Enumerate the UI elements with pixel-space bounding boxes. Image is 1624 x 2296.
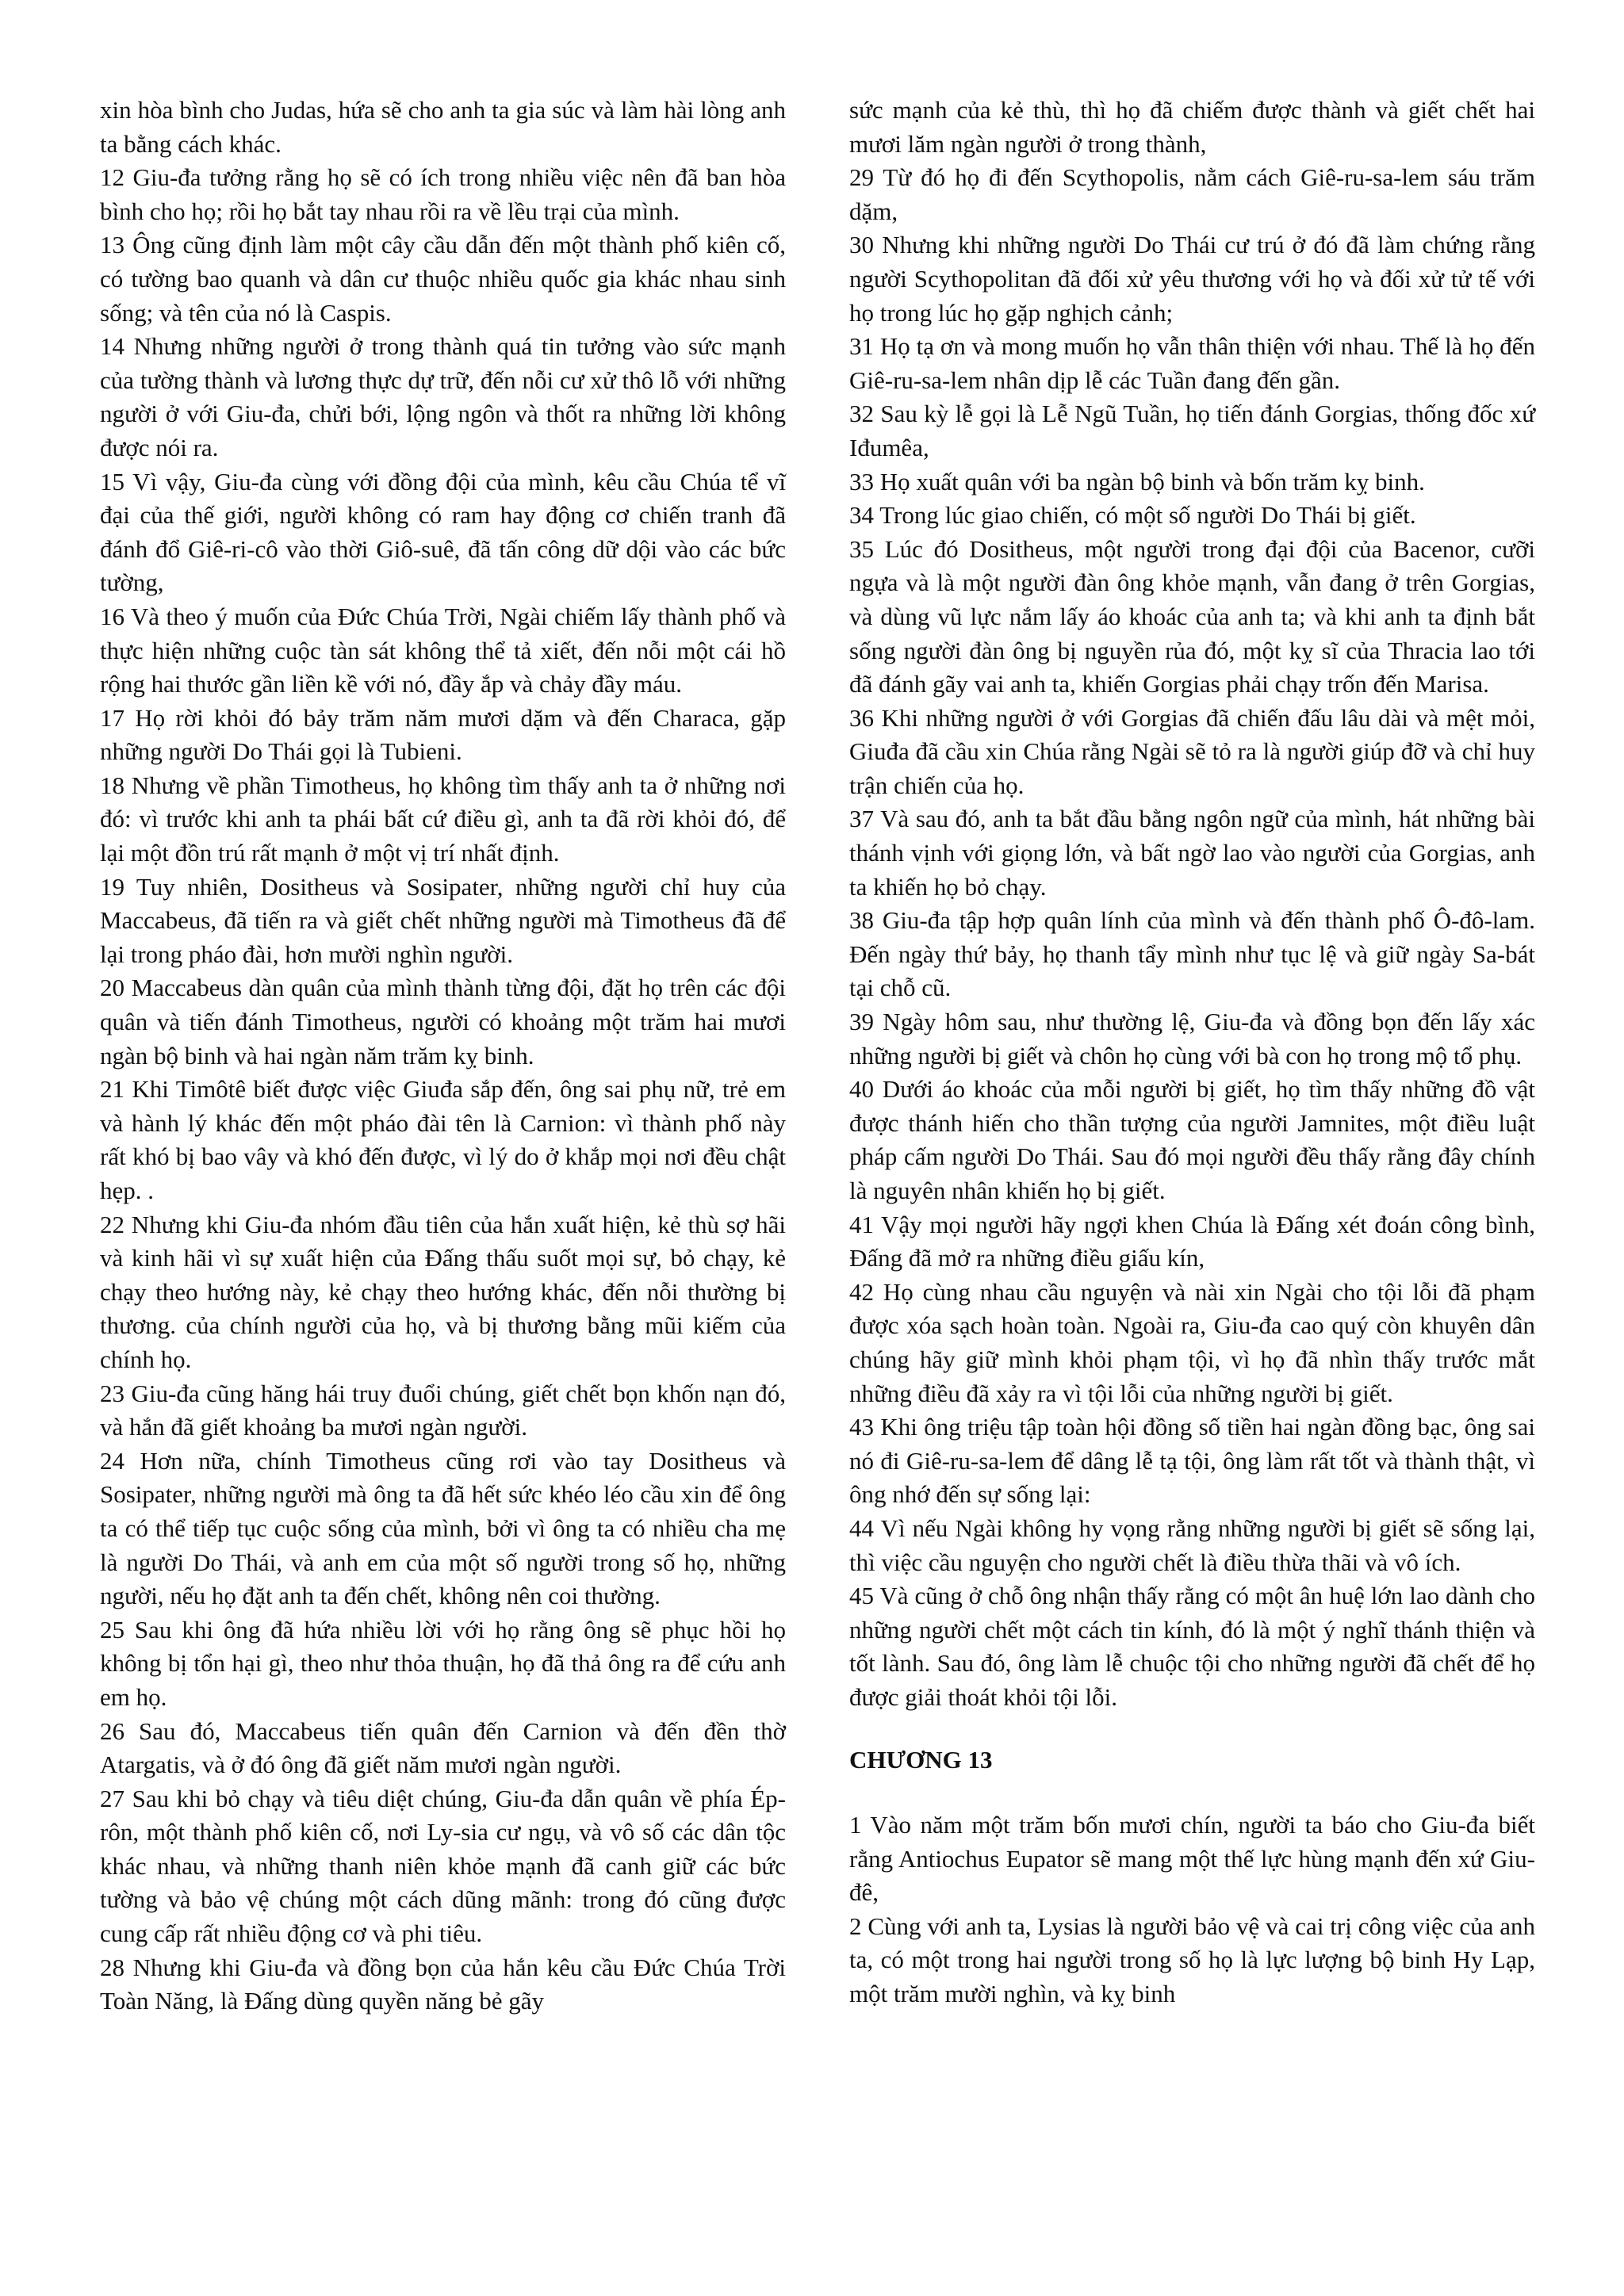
verse-33: 33 Họ xuất quân với ba ngàn bộ binh và bốn trăm kỵ binh.	[849, 467, 1425, 496]
verse-40: 40 Dưới áo khoác của mỗi người bị giết, họ tìm thấy những đồ vật được thánh hiến cho thần tượng của người Jamnites, một điều luật pháp cấm người Do Thái. Sau đó mọi người đều thấy rằng đây chính là nguyên nhân khiến họ bị giết.	[849, 1075, 1535, 1204]
verse-18: 18 Nhưng về phần Timotheus, họ không tìm thấy anh ta ở những nơi đó: vì trước khi anh ta phái bất cứ điều gì, anh ta đã rời khỏi đó, để lại một đồn trú rất mạnh ở một vị trí nhất định.	[100, 771, 786, 867]
verse-41: 41 Vậy mọi người hãy ngợi khen Chúa là Đấng xét đoán công bình, Đấng đã mở ra những điều giấu kín,	[849, 1210, 1535, 1272]
left-text-column	[100, 94, 786, 2019]
verse-15: 15 Vì vậy, Giu-đa cùng với đồng đội của mình, kêu cầu Chúa tể vĩ đại của thế giới, người không có ram hay động cơ chiến tranh đã đánh đổ Giê-ri-cô vào thời Giô-suê, đã tấn công dữ dội vào các bức tường,	[100, 467, 786, 597]
verse-24: 24 Hơn nữa, chính Timotheus cũng rơi vào tay Dositheus và Sosipater, những người mà ông ta đã hết sức khéo léo cầu xin để ông ta có thể tiếp tục cuộc sống của mình, bởi vì ông ta có nhiều cha mẹ là người Do Thái, và anh em của một số người trong số họ, những người, nếu họ đặt anh ta đến chết, không nên coi thường.	[100, 1446, 786, 1610]
chapter-heading: CHƯƠNG 13	[849, 1745, 993, 1774]
verse-45: 45 Và cũng ở chỗ ông nhận thấy rằng có một ân huệ lớn lao dành cho những người chết một cách tin kính, đó là một ý nghĩ thánh thiện và tốt lành. Sau đó, ông làm lễ chuộc tội cho những người đã chết để họ được giải thoát khỏi tội lỗi.	[849, 1582, 1535, 1711]
verse-17: 17 Họ rời khỏi đó bảy trăm năm mươi dặm và đến Characa, gặp những người Do Thái gọi là Tubieni.	[100, 703, 786, 766]
verse-2: 2 Cùng với anh ta, Lysias là người bảo vệ và cai trị công việc của anh ta, có một trong hai người trong số họ là lực lượng bộ binh Hy Lạp, một trăm mười nghìn, và kỵ binh	[849, 1911, 1535, 2008]
verse-26: 26 Sau đó, Maccabeus tiến quân đến Carnion và đến đền thờ Atargatis, và ở đó ông đã giết năm mươi ngàn người.	[100, 1716, 786, 1779]
verse-1: 1 Vào năm một trăm bốn mươi chín, người ta báo cho Giu-đa biết rằng Antiochus Eupator sẽ mang một thế lực hùng mạnh đến xứ Giu-đê,	[849, 1811, 1535, 1907]
verse-14: 14 Nhưng những người ở trong thành quá tin tưởng vào sức mạnh của tường thành và lương thực dự trữ, đến nỗi cư xử thô lỗ với những người ở với Giu-đa, chửi bới, lộng ngôn và thốt ra những lời không được nói ra.	[100, 332, 786, 461]
verse-27: 27 Sau khi bỏ chạy và tiêu diệt chúng, Giu-đa dẫn quân về phía Ép-rôn, một thành phố kiên cố, nơi Ly-sia cư ngụ, và vô số các dân tộc khác nhau, và những thanh niên khỏe mạnh đã canh giữ các bức tường và bảo vệ chúng một cách dũng mãnh: trong đó cũng được cung cấp rất nhiều động cơ và phi tiêu.	[100, 1784, 786, 1948]
verse-39: 39 Ngày hôm sau, như thường lệ, Giu-đa và đồng bọn đến lấy xác những người bị giết và chôn họ cùng với bà con họ trong mộ tổ phụ.	[849, 1008, 1535, 1070]
verse-13: 13 Ông cũng định làm một cây cầu dẫn đến một thành phố kiên cố, có tường bao quanh và dân cư thuộc nhiều quốc gia khác nhau sinh sống; và tên của nó là Caspis.	[100, 231, 786, 327]
verse-44: 44 Vì nếu Ngài không hy vọng rằng những người bị giết sẽ sống lại, thì việc cầu nguyện cho người chết là điều thừa thãi và vô ích.	[849, 1513, 1535, 1576]
verse-35: 35 Lúc đó Dositheus, một người trong đại đội của Bacenor, cưỡi ngựa và là một người đàn ông khỏe mạnh, vẫn đang ở trên Gorgias, và dùng vũ lực nắm lấy áo khoác của anh ta; và khi anh ta định bắt sống người đàn ông bị nguyền rủa đó, một kỵ sĩ của Thracia lao tới đã đánh gãy vai anh ta, khiến Gorgias phải chạy trốn đến Marisa.	[849, 534, 1535, 698]
verse-22: 22 Nhưng khi Giu-đa nhóm đầu tiên của hắn xuất hiện, kẻ thù sợ hãi và kinh hãi vì sự xuất hiện của Đấng thấu suốt mọi sự, bỏ chạy, kẻ chạy theo hướng này, kẻ chạy theo hướng khác, đến nỗi thường bị thương. của chính người của họ, và bị thương bằng mũi kiếm của chính họ.	[100, 1210, 786, 1373]
paragraph: sức mạnh của kẻ thù, thì họ đã chiếm được thành và giết chết hai mươi lăm ngàn người ở trong thành,	[849, 96, 1535, 158]
verse-19: 19 Tuy nhiên, Dositheus và Sosipater, những người chỉ huy của Maccabeus, đã tiến ra và giết chết những người mà Timotheus đã để lại trong pháo đài, hơn mười nghìn người.	[100, 872, 786, 968]
verse-20: 20 Maccabeus dàn quân của mình thành từng đội, đặt họ trên các đội quân và tiến đánh Timotheus, người có khoảng một trăm hai mươi ngàn bộ binh và hai ngàn năm trăm kỵ binh.	[100, 974, 786, 1070]
verse-30: 30 Nhưng khi những người Do Thái cư trú ở đó đã làm chứng rằng người Scythopolitan đã đối xử yêu thương với họ và đối xử tử tế với họ trong lúc họ gặp nghịch cảnh;	[849, 231, 1535, 327]
verse-32: 32 Sau kỳ lễ gọi là Lễ Ngũ Tuần, họ tiến đánh Gorgias, thống đốc xứ Iđumêa,	[849, 400, 1535, 461]
verse-16: 16 Và theo ý muốn của Đức Chúa Trời, Ngài chiếm lấy thành phố và thực hiện những cuộc tàn sát không thể tả xiết, đến nỗi một cái hồ rộng hai thước gần liền kề với nó, đầy ắp và chảy đầy máu.	[100, 602, 786, 698]
verse-25: 25 Sau khi ông đã hứa nhiều lời với họ rằng ông sẽ phục hồi họ không bị tổn hại gì, theo như thỏa thuận, họ đã thả ông ra để cứu anh em họ.	[100, 1615, 786, 1711]
verse-34: 34 Trong lúc giao chiến, có một số người Do Thái bị giết.	[849, 501, 1416, 530]
verse-37: 37 Và sau đó, anh ta bắt đầu bằng ngôn ngữ của mình, hát những bài thánh vịnh với giọng lớn, và bất ngờ lao vào người của Gorgias, anh ta khiến họ bỏ chạy.	[849, 805, 1535, 901]
right-text-column	[849, 94, 1535, 2011]
verse-43: 43 Khi ông triệu tập toàn hội đồng số tiền hai ngàn đồng bạc, ông sai nó đi Giê-ru-sa-lem để dâng lễ tạ tội, ông làm rất tốt và thành thật, vì ông nhớ đến sự sống lại:	[849, 1413, 1535, 1509]
verse-31: 31 Họ tạ ơn và mong muốn họ vẫn thân thiện với nhau. Thế là họ đến Giê-ru-sa-lem nhân dịp lễ các Tuần đang đến gần.	[849, 332, 1535, 394]
verse-12: 12 Giu-đa tưởng rằng họ sẽ có ích trong nhiều việc nên đã ban hòa bình cho họ; rồi họ bắt tay nhau rồi ra về lều trại của mình.	[100, 163, 786, 225]
verse-21: 21 Khi Timôtê biết được việc Giuđa sắp đến, ông sai phụ nữ, trẻ em và hành lý khác đến một pháo đài tên là Carnion: vì thành phố này rất khó bị bao vây và khó đến được, vì lý do ở khắp mọi nơi đều chật hẹp. .	[100, 1075, 786, 1204]
verse-28: 28 Nhưng khi Giu-đa và đồng bọn của hắn kêu cầu Đức Chúa Trời Toàn Năng, là Đấng dùng quyền năng bẻ gãy	[100, 1953, 786, 2015]
verse-36: 36 Khi những người ở với Gorgias đã chiến đấu lâu dài và mệt mỏi, Giuđa đã cầu xin Chúa rằng Ngài sẽ tỏ ra là người giúp đỡ và chỉ huy trận chiến của họ.	[849, 703, 1535, 799]
paragraph: xin hòa bình cho Judas, hứa sẽ cho anh ta gia súc và làm hài lòng anh ta bằng cách khác.	[100, 96, 786, 158]
verse-23: 23 Giu-đa cũng hăng hái truy đuổi chúng, giết chết bọn khốn nạn đó, và hắn đã giết khoảng ba mươi ngàn người.	[100, 1379, 786, 1441]
verse-38: 38 Giu-đa tập hợp quân lính của mình và đến thành phố Ô-đô-lam. Đến ngày thứ bảy, họ thanh tẩy mình như tục lệ và giữ ngày Sa-bát tại chỗ cũ.	[849, 906, 1535, 1002]
verse-42: 42 Họ cùng nhau cầu nguyện và nài xin Ngài cho tội lỗi đã phạm được xóa sạch hoàn toàn. Ngoài ra, Giu-đa cao quý còn khuyên dân chúng hãy giữ mình khỏi phạm tội, vì họ đã nhìn thấy trước mắt những điều đã xảy ra vì tội lỗi của những người bị giết.	[849, 1277, 1535, 1407]
verse-29: 29 Từ đó họ đi đến Scythopolis, nằm cách Giê-ru-sa-lem sáu trăm dặm,	[849, 163, 1535, 225]
